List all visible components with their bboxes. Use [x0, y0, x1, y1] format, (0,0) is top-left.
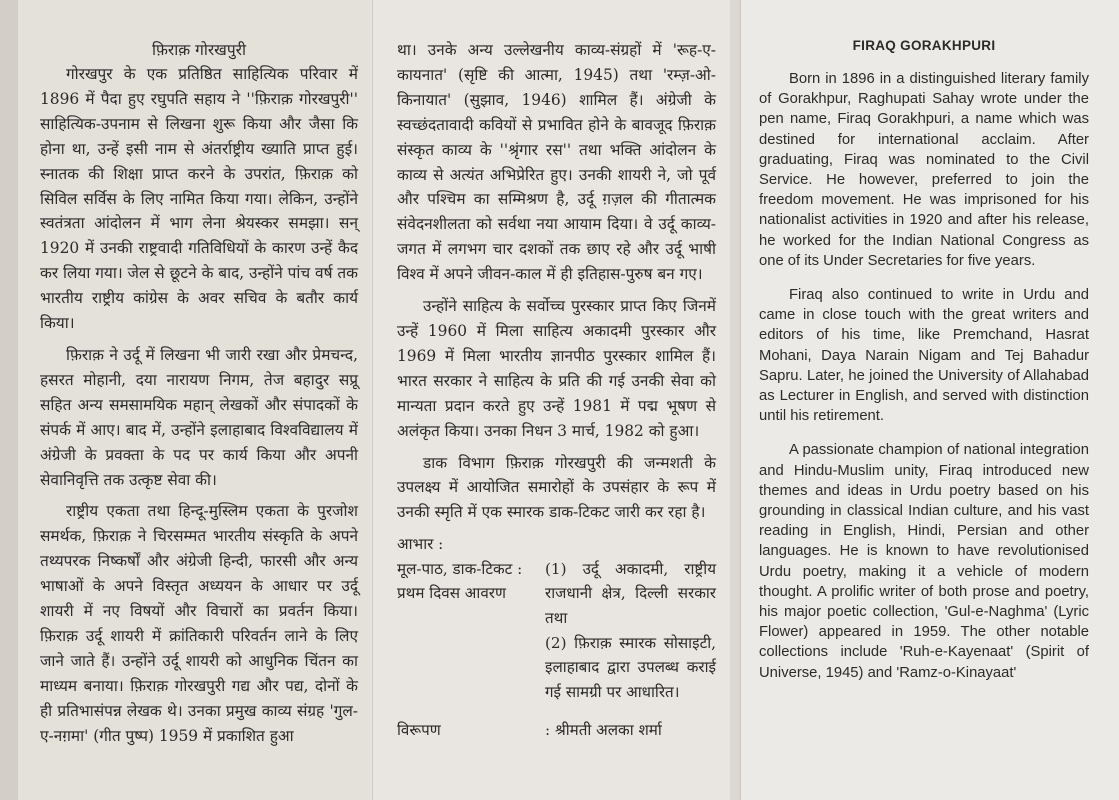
acknowledgement-block	[397, 532, 716, 743]
ack-heading: आभार :	[397, 535, 444, 554]
hindi-mid-body	[397, 38, 716, 525]
hindi-paragraph: राष्ट्रीय एकता तथा हिन्दू-मुस्लिम एकता के पुरजोश समर्थक, फ़िराक़ ने चिरसम्मत भारतीय संस्कृति के अपने तथ्यपरक निष्कर्षों और अंग्रेजी हिन्दी, फारसी और अन्य भाषाओं के अपने विस्तृत अध्ययन के आधार पर उर्दू शायरी में नए विषयों और विचारों का प्रवर्तन किया। फ़िराक़ उर्दू शायरी में क्रांतिकारी परिवर्तन लाने के लिए जाने जाते हैं। उन्होंने उर्दू शायरी को आधुनिक चिंतन का माध्यम बनाया। फ़िराक़ गोरखपुरी गद्य और पद्य, दोनों के ही प्रतिभासंपन्न लेखक थे। उनका प्रमुख काव्य संग्रह 'गुल-ए-नग़मा' (गीत पुष्प) 1959 में प्रकाशित हुआ	[40, 502, 358, 745]
hindi-title: फ़िराक़ गोरखपुरी	[151, 41, 247, 59]
english-paragraph: Firaq also continued to write in Urdu and came in close touch with the great writers and editors of his time, like Premchand, Hasrat Mohani, Daya Narain Nigam and Tej Bahadur Sapru. Later, he joined the University of Allahabad as Lecturer in English, and served with distinction until his retirement.	[759, 287, 1089, 425]
english-paragraph: Born in 1896 in a distinguished literary family of Gorakhpur, Raghupati Sahay wrote under the pen name, Firaq Gorakhpuri, a name which was destined for international acclaim. After graduating, Firaq was nominated to the Civil Service. He however, preferred to join the freedom movement. He was imprisoned for his nationalist activities in 1920 and after his release, he worked for the Indian National Congress as one of its Under Secretaries for five years.	[759, 71, 1089, 269]
ack-label-2: प्रथम दिवस आवरण	[397, 584, 506, 603]
hindi-left-panel	[18, 0, 370, 800]
hindi-paragraph: फ़िराक़ ने उर्दू में लिखना भी जारी रखा और प्रेमचन्द, हसरत मोहानी, दया नारायण निगम, तेज बहादुर सप्रू सहित अन्य समसामयिक महान् लेखकों और संपादकों के संपर्क में आए। बाद में, उन्होंने इलाहाबाद विश्वविद्यालय में अंग्रेजी के प्रवक्ता के पद पर कार्य किया और अपनी सेवानिवृत्ति तक उत्कृष्ट सेवा की।	[40, 345, 358, 489]
hindi-left-body	[40, 62, 358, 748]
cancellation-value: : श्रीमती अलका शर्मा	[545, 721, 662, 740]
hindi-paragraph: था। उनके अन्य उल्लेखनीय काव्य-संग्रहों में 'रूह-ए-कायनात' (सृष्टि की आत्मा, 1945) तथा 'रम्ज़-ओ-किनायात' (सुझाव, 1946) शामिल हैं। अंग्रेजी के स्वच्छंदतावादी कवियों से प्रभावित होने के बावजूद फ़िराक़ संस्कृत काव्य के ''श्रृंगार रस'' तथा भक्ति आंदोलन के काव्य से अत्यंत अभिप्रेरित हुए। उनकी शायरी ने, जो पूर्व और पश्चिम का सम्मिश्रण है, उर्दू ग़ज़ल की गीतात्मक संवेदनशीलता को सर्वथा नया आयाम दिया। वे उर्दू काव्य-जगत में लगभग चार दशकों तक छाए रहे और उर्दू भाषी विश्व में अपने जीवन-काल में ही इतिहास-पुरुष बन गए।	[397, 41, 716, 284]
hindi-paragraph: उन्होंने साहित्य के सर्वोच्च पुरस्कार प्राप्त किए जिनमें उन्हें 1960 में मिला साहित्य अकादमी पुरस्कार और 1969 में मिला भारतीय ज्ञानपीठ पुरस्कार शामिल हैं। भारत सरकार ने साहित्य के प्रति की गई उनकी सेवा को मान्यता प्रदान करते हुए उन्हें 1981 में पद्म भूषण से अलंकृत किया। उनका निधन 3 मार्च, 1982 को हुआ।	[397, 297, 716, 440]
english-panel	[740, 0, 1119, 800]
hindi-paragraph: डाक विभाग फ़िराक़ गोरखपुरी की जन्मशती के उपलक्ष्य में आयोजित समारोहों के उपसंहार के रूप में उनकी स्मृति में एक स्मारक डाक-टिकट जारी कर रहा है।	[397, 453, 716, 522]
ack-item-1: (1) उर्दू अकादमी, राष्ट्रीय राजधानी क्षेत्र, दिल्ली सरकार तथा	[545, 559, 716, 627]
hindi-paragraph: गोरखपुर के एक प्रतिष्ठित साहित्यिक परिवार में 1896 में पैदा हुए रघुपति सहाय ने ''फ़िराक़ गोरखपुरी'' साहित्यिक-उपनाम से लिखना शुरू किया और जैसा कि होना था, उन्हें इसी नाम से अंतर्राष्ट्रीय ख्याति प्राप्त हुई। स्नातक की शिक्षा प्राप्त करने के उपरांत, फ़िराक़ को सिविल सर्विस के लिए नामित किया गया। लेकिन, उन्होंने स्वतंत्रता आंदोलन में भाग लेना श्रेयस्कर समझा। सन् 1920 में उनकी राष्ट्रवादी गतिविधियों के कारण उन्हें कैद कर लिया गया। जेल से छूटने के बाद, उन्होंने पांच वर्ष तक भारतीय राष्ट्रीय कांग्रेस के अवर सचिव के बतौर कार्य किया।	[40, 65, 358, 333]
english-paragraph: A passionate champion of national integration and Hindu-Muslim unity, Firaq introduced new themes and ideas in Urdu poetry based on his grounding in classical Indian culture, and his vast reading in English, Hindi, Persian and other languages. He is known to have revolutionised Urdu poetry, making it a vehicle of modern thought. A prolific writer of both prose and poetry, his major poetic collection, 'Gul-e-Naghma' (Lyric Flower) appeared in 1959. The other notable collections include 'Ruh-e-Kayenaat' (Spirit of Universe, 1945) and 'Ramz-o-Kinayaat'	[759, 442, 1089, 681]
cancellation-label: विरूपण	[397, 721, 441, 740]
fold-gap	[730, 0, 740, 800]
english-title: FIRAQ GORAKHPURI	[852, 38, 996, 53]
hindi-middle-panel	[372, 0, 730, 800]
page-edge	[0, 0, 18, 800]
ack-label: मूल-पाठ, डाक-टिकट :	[397, 559, 523, 578]
ack-item-2: (2) फ़िराक़ स्मारक सोसाइटी, इलाहाबाद द्वारा उपलब्ध कराई गई सामग्री पर आधारित।	[545, 633, 716, 701]
english-body	[759, 69, 1089, 683]
